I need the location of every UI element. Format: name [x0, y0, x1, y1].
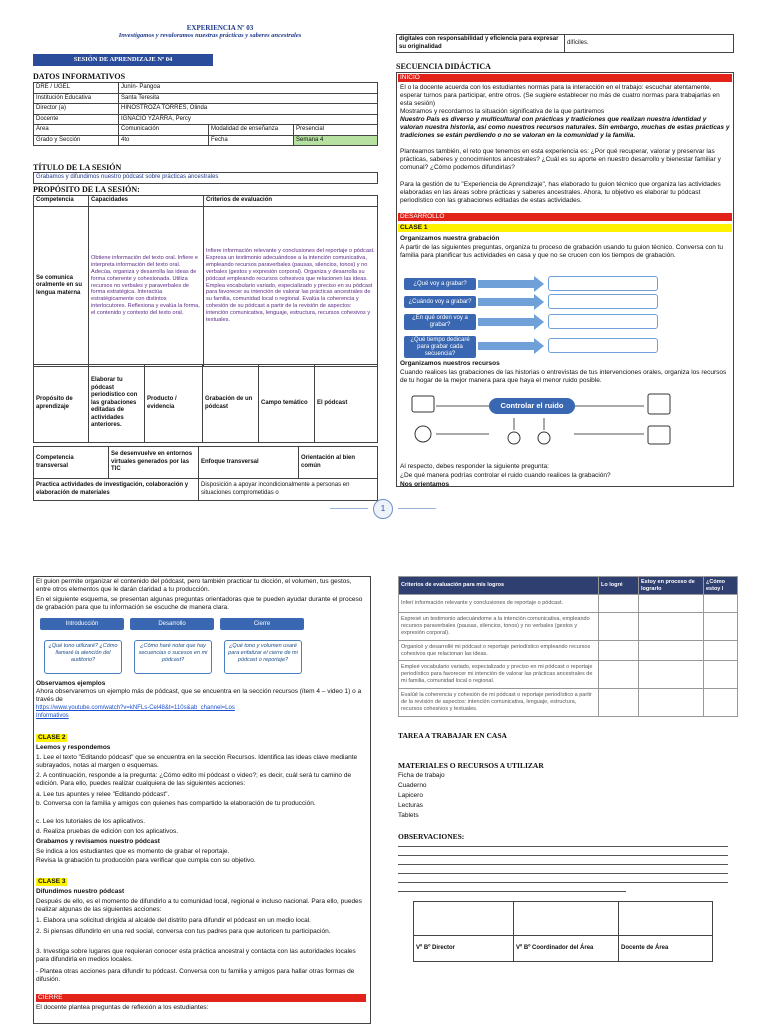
grab-title: Grabamos y revisamos nuestro pódcast — [36, 838, 160, 845]
obs-line — [398, 873, 728, 874]
observaciones-title: OBSERVACIONES: — [398, 832, 465, 841]
tarea-title: TAREA A TRABAJAR EN CASA — [398, 731, 507, 740]
prop-row2-cell: Elaborar tu pódcast periodístico con las grabaciones editadas de actividades anteriores. — [89, 365, 145, 443]
stage-question: ¿Qué tono y volumen usaré para enfatizar el cierre de mi pódcast o reportaje? — [224, 640, 302, 674]
titulo-label: TÍTULO DE LA SESIÓN — [33, 163, 122, 172]
rubric-check[interactable] — [704, 689, 738, 717]
grab-1: Se indica a los estudiantes que es momento de grabar el reportaje. — [36, 848, 230, 855]
leemos-2: 2. A continuación, responde a la pregunta: ¿Cómo edito mi pódcast o video?; es decir, cuál será tu camino de edición. Para ello, puedes realizar cualquiera de las siguientes acciones: — [36, 772, 352, 788]
ornament-line — [330, 508, 368, 509]
rubric-check[interactable] — [704, 641, 738, 661]
org-grab-title: Organizamos nuestra grabación — [400, 235, 500, 242]
leemos-b: b. Conversa con la familia y amigos con quienes has compartido la elaboración de tu producción. — [36, 800, 316, 807]
datos-cell: 4to — [119, 135, 209, 146]
materiales-title: MATERIALES O RECURSOS A UTILIZAR — [398, 761, 544, 770]
stage-question: ¿Cómo haré notar que hay secuencias o sucesos en mi pódcast? — [134, 640, 212, 674]
inicio-label: INICIO — [398, 74, 732, 82]
datos-cell: Presencial — [294, 125, 378, 136]
dif-d2: 2. Si piensas difundirlo en una red social, conversa con tus padres para que autoricen tu participación. — [36, 928, 331, 935]
prop-row3-cell: Se desenvuelve en entornos virtuales generados por las TIC — [109, 447, 199, 479]
rubric-check[interactable] — [704, 613, 738, 641]
prop-row3-cell: Enfoque transversal — [199, 447, 299, 479]
obs-line — [398, 855, 728, 856]
obs-line — [398, 864, 728, 865]
firma-space — [619, 902, 713, 936]
stage-pill: Cierre — [220, 618, 304, 630]
datos-table — [33, 82, 378, 146]
material-item: Lapicero — [398, 792, 423, 799]
cierre-text: El docente plantea preguntas de reflexión a los estudiantes: — [36, 1004, 209, 1011]
datos-cell: HINOSTROZA TORRES, Olinda — [119, 104, 378, 115]
capacidades-cell: Obtiene información del texto oral. Infiere e interpreta información del texto oral. Adecúa, organiza y desarrolla las ideas de forma coherente y cohesionada. Utiliza recursos no verbales y paraverbales de forma estratégica. Interactúa estratégicamente con distintos interlocutores. Reflexiona y evalúa la forma, el contenido y contexto del texto oral. — [89, 206, 204, 366]
datos-cell: Junín- Pangoa — [119, 83, 378, 94]
rubric-check[interactable] — [639, 661, 704, 689]
answer-box — [548, 294, 658, 309]
prop-header: Criterios de evaluación — [204, 196, 378, 207]
obs-line — [398, 882, 728, 883]
proposito-label: PROPÓSITO DE LA SESIÓN: — [33, 185, 140, 194]
org-rec-text: Cuando realices las grabaciones de las historias o entrevistas de tus intervenciones orales, organiza los recursos de tu hogar de la mejor manera para que haya el menor ruido posible. — [400, 369, 727, 385]
org-rec-title: Organizamos nuestros recursos — [400, 360, 500, 367]
page-number: 1 — [373, 499, 393, 519]
proposito-row3-table — [33, 446, 378, 501]
rubric-cell: Empleé vocabulario variado, especializado y preciso en mi pódcast o reportaje periodístico para favorecer mi intención de valorar las prácticas ancestrales de mi familia, comunidad local o regional. — [399, 661, 599, 689]
leemos-c: c. Lee los tutoriales de los aplicativos. — [36, 818, 146, 825]
obs-link[interactable]: https://www.youtube.com/watch?v=kNFLs-Cel48&t=110s&ab_channel=LosInformativos — [36, 705, 235, 719]
inicio-text4: Para la gestión de tu "Experiencia de Aprendizaje", has elaborado tu guion técnico que organiza las actividades elaboradas en las áreas sobre prácticas y saberes ancestrales. Ahora, tu objetivo es elaborar tu pódcast periodístico con las grabaciones editadas de estas actividades. — [400, 181, 721, 205]
competencia-cell: Se comunica oralmente en su lengua materna — [34, 206, 89, 366]
datos-cell: IGNACIO YZARRA, Percy — [119, 114, 378, 125]
rubric-check[interactable] — [599, 613, 639, 641]
dif-title: Difundimos nuestro pódcast — [36, 888, 125, 895]
rubric-check[interactable] — [639, 689, 704, 717]
firma-label: Vº Bº Director — [414, 936, 514, 962]
datos-cell: Docente — [34, 114, 119, 125]
question-pill: ¿Qué voy a grabar? — [404, 278, 476, 290]
rubric-check[interactable] — [704, 595, 738, 613]
dif-d1: 1. Elabora una solicitud dirigida al alcalde del distrito para difundir el pódcast en un medio local. — [36, 917, 311, 924]
rubric-table — [398, 576, 738, 717]
sesion-banner: SESIÓN DE APRENDIZAJE Nº 04 — [33, 54, 213, 66]
stage-pill: Desarrollo — [130, 618, 214, 630]
obs-title: Observamos ejemplos — [36, 680, 106, 687]
experiencia-title: EXPERIENCIA Nº 03 — [186, 24, 254, 32]
prop-row4-cell: Disposición a apoyar incondicionalmente a personas en situaciones comprometidas o — [199, 479, 378, 501]
right-top-cell: digitales con responsabilidad y eficiencia para expresar su originalidad — [397, 35, 565, 53]
rubric-check[interactable] — [599, 641, 639, 661]
datos-cell: Modalidad de enseñanza — [209, 125, 294, 136]
rubric-check[interactable] — [599, 661, 639, 689]
prop-row3-cell: Orientación al bien común — [299, 447, 378, 479]
leemos-1: 1. Lee el texto "Editando pódcast" que se encuentra en la sección Recursos. Identifica las ideas clave mediante subrayados, notas al margen o esquemas. — [36, 754, 358, 770]
prop-row2-cell: Grabación de un pódcast — [203, 365, 259, 443]
rubric-header: Lo logré — [599, 577, 639, 595]
prop-header: Capacidades — [89, 196, 204, 207]
clase3-label: CLASE 3 — [38, 878, 66, 885]
datos-cell: Comunicación — [119, 125, 209, 136]
experiencia-subtitle: Investigamos y revaloramos nuestras prácticas y saberes ancestrales — [118, 32, 302, 39]
inicio-text3: Planteamos también, el reto que tenemos en esta experiencia es: ¿Por qué recuperar, valorar y preservar las prácticas, saberes y conocimientos ancestrales? ¿Cuál es su aporte en nuestro desarrollo y bienestar familiar y comunal? ¿Cómo podemos difundirlas? — [400, 148, 721, 172]
answer-box — [548, 338, 658, 353]
datos-cell: Grado y Sección — [34, 135, 119, 146]
rubric-cell: Inferí información relevante y conclusiones de reportaje o pódcast. — [399, 595, 599, 613]
leemos-d: d. Realiza pruebas de edición con los aplicativos. — [36, 828, 179, 835]
clase1-label: CLASE 1 — [398, 224, 732, 232]
page-bottom — [0, 548, 768, 1024]
nos-orientamos: Nos orientamos — [400, 481, 450, 488]
leemos-a: a. Lee tus apuntes y relee "Editando pódcast". — [36, 791, 170, 798]
firmas-table — [413, 901, 713, 962]
prop-row2-cell: El pódcast — [315, 365, 378, 443]
prop-row2-cell: Campo temático — [259, 365, 315, 443]
rubric-cell: Organicé y desarrollé mi pódcast o reportaje periodístico empleando recursos cohesivos que relacionan las ideas. — [399, 641, 599, 661]
rubric-cell: Evalúé la coherencia y cohesión de mi pódcast o reportaje periodístico a partir de la revisión de aspectos: intención comunicativa, lenguaje, estructura, recursos cohesivos y textuales. — [399, 689, 599, 717]
secuencia-title: SECUENCIA DIDÁCTICA — [396, 62, 491, 71]
datos-cell: Fecha — [209, 135, 294, 146]
ornament-line — [398, 508, 436, 509]
datos-cell: Área — [34, 125, 119, 136]
question-pill: ¿Qué tiempo dedicaré para grabar cada secuencia? — [404, 336, 476, 358]
rubric-check[interactable] — [704, 661, 738, 689]
respecto-text: Al respecto, debes responder la siguiente pregunta: — [400, 463, 549, 470]
prop-header: Competencia — [34, 196, 89, 207]
org-grab-text: A partir de las siguientes preguntas, organiza tu proceso de grabación usando tu guion técnico. Conversa con tu familia para planificar tus actividades en casa y que no se crucen con los tiempos de grabación. — [400, 244, 724, 260]
rubric-cell: Expresé un testimonio adecuándome a la intención comunicativa, empleando recursos paraverbales (pausas, silencios, tonos) y no verbales (gestos y expresión corporal). — [399, 613, 599, 641]
firma-label: Vº Bº Coordinador del Área — [514, 936, 619, 962]
rubric-header: ¿Cómo estoy l — [704, 577, 738, 595]
firma-space — [514, 902, 619, 936]
rubric-check[interactable] — [639, 641, 704, 661]
material-item: Ficha de trabajo — [398, 772, 445, 779]
material-item: Cuaderno — [398, 782, 427, 789]
question-arrows — [476, 276, 546, 362]
firma-space — [414, 902, 514, 936]
question-pill: ¿En qué orden voy a grabar? — [404, 314, 476, 330]
material-item: Lecturas — [398, 802, 423, 809]
rubric-check[interactable] — [639, 613, 704, 641]
obs-line — [398, 891, 626, 892]
question-pill: ¿Cuándo voy a grabar? — [404, 296, 476, 308]
rubric-check[interactable] — [599, 689, 639, 717]
grab-2: Revisa la grabación tu producción para verificar que cumpla con su objetivo. — [36, 857, 256, 864]
stage-question: ¿Qué tono utilizaré? ¿Cómo llamaré la atención del auditorio? — [44, 640, 122, 674]
datos-title: DATOS INFORMATIVOS — [33, 72, 126, 81]
firma-label: Docente de Área — [619, 936, 713, 962]
right-top-cell: difíciles. — [565, 35, 734, 53]
pregunta-text: ¿De qué manera podrías controlar el ruido cuando realices la grabación? — [400, 472, 611, 479]
dif-d4: - Plantea otras acciones para difundir tu pódcast. Conversa con tu familia y amigos para hallar otras formas de difusión. — [36, 968, 355, 984]
desarrollo-label: DESARROLLO — [398, 213, 732, 221]
answer-box — [548, 276, 658, 291]
rubric-header: Criterios de evaluación para mis logros — [399, 577, 599, 595]
prop-row4-cell: Practica actividades de investigación, colaboración y elaboración de materiales — [34, 479, 199, 501]
prop-row2-cell: Producto / evidencia — [145, 365, 203, 443]
datos-cell: Santa Teresita — [119, 93, 378, 104]
criterios-cell: Infiere información relevante y conclusiones del reportaje o pódcast. Expresa un testimonio adecuándose a la intención comunicativa, empleando recursos paraverbales (pausas, silencios, tonos) y no verbales (gestos y expresión corporal). Organiza y desarrolla su pódcast empleando recursos cohesivos que relacionen las ideas. Emplea vocabulario variado, especializado y preciso en su pódcast para favorecer su intención de valorar las prácticas ancestrales de su familia, comunidad local o regional. Evalúa la coherencia y cohesión de su pódcast a partir de la revisión de aspectos: intención comunicativa, lenguaje, estructura, recursos cohesivos y textuales. — [204, 206, 378, 366]
guion-text: El guion permite organizar el contenido del pódcast, pero también practicar tu dicción, el volumen, tus gestos, entre otros elementos que le darán claridad a tu producción. — [36, 578, 352, 594]
proposito-table — [33, 195, 378, 367]
clase2-label: CLASE 2 — [38, 734, 66, 741]
rubric-header: Estoy en proceso de lograrlo — [639, 577, 704, 595]
ruido-label: Controlar el ruido — [489, 398, 575, 414]
stage-pill: Introducción — [40, 618, 124, 630]
datos-cell: Semana 4 — [294, 135, 378, 146]
titulo-value: Grabamos y difundimos nuestro pódcast sobre prácticas ancestrales — [33, 172, 378, 184]
inicio-text: El o la docente acuerda con los estudiantes normas para la interacción en el trabajo: escuchar atentamente, esperar turnos para participar, entre otros. (Se sugiere establecer no más de cuatro normas para trabajarlas en esta sesión) — [400, 84, 720, 108]
datos-cell: Director (a) — [34, 104, 119, 115]
dif-1: Después de ello, es el momento de difundirlo a tu comunidad local, regional e incluso nacional. Para ello, puedes realizar algunas de las siguientes acciones: — [36, 898, 362, 914]
esquema-text: En el siguiente esquema, se presentan algunas preguntas orientadoras que te pueden ayudar durante el proceso de grabación para que tu información se escuche de manera clara. — [36, 596, 363, 612]
rubric-check[interactable] — [639, 595, 704, 613]
obs-line — [398, 846, 728, 847]
rubric-check[interactable] — [599, 595, 639, 613]
cierre-label: CIERRE — [36, 994, 366, 1002]
inicio-italic: Nuestro País es diverso y multicultural con prácticas y tradiciones que realizan nuestra identidad y valoran nuestra historia, así como nuestros recursos naturales. Sin embargo, muchas de estas prácticas y tradiciones se están perdiendo o no se valoran en la comunidad y la familia. — [400, 116, 730, 140]
right-top-table — [396, 34, 734, 53]
obs-text: Ahora observaremos un ejemplo más de pódcast, que se encuentra en la sección recursos (ítem 4 – video 1) o a través de — [36, 688, 362, 704]
datos-cell: DRE / UGEL — [34, 83, 119, 94]
dif-d3: 3. Investiga sobre lugares que requieran conocer esta práctica ancestral y contacta con las autoridades locales para difundirla en medios locales. — [36, 948, 356, 964]
leemos-title: Leemos y respondemos — [36, 744, 111, 751]
prop-row3-cell: Competencia transversal — [34, 447, 109, 479]
prop-row2-cell: Propósito de aprendizaje — [34, 365, 89, 443]
answer-box — [548, 314, 658, 329]
material-item: Tablets — [398, 812, 419, 819]
proposito-row2-table — [33, 364, 378, 443]
inicio-text2: Mostramos y recordamos la situación significativa de la que partiremos — [400, 108, 605, 115]
datos-cell: Institución Educativa — [34, 93, 119, 104]
